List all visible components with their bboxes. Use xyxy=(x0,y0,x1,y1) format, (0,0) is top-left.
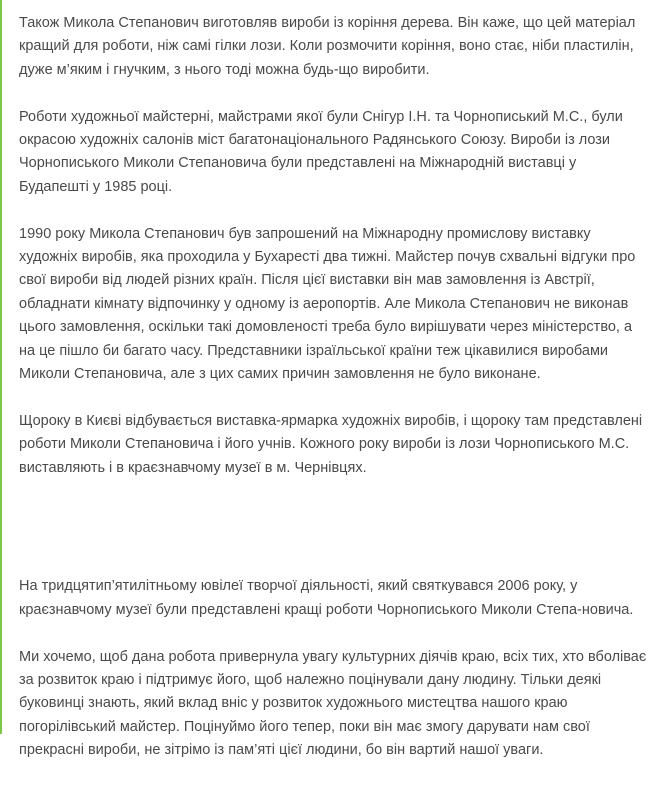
paragraph-anniversary: На тридцятип’ятилітньому ювілеї творчої діяльності, який святкувався 2006 року, у краєзнавчому музеї були представлені кращі роботи Чорнописького Миколи Степа-новича. xyxy=(19,578,634,618)
paragraph-workshop-salons: Роботи художньої майстерні, майстрами якої були Снігур І.Н. та Чорнописький М.С., були окрасою художніх салонів міст багатонаціонального Радянського Союзу. Вироби із лози Чорнописького Миколи Степановича були представлені на Міжнародній виставці у Будапешті у 1985 році. xyxy=(19,108,623,195)
paragraph-conclusion: Ми хочемо, щоб дана робота привернула увагу культурних діячів краю, всіх тих, хто вболіває за розвиток краю і підтримує його, щоб належно поцінували дану людину. Тільки деякі буковинці знають, який вклад вніс у розвиток художнього мистецтва нашого краю погорілівський майстер. Поцінуймо його тепер, поки він має змогу дарувати нам свої прекрасні вироби, не зітрімо із пам’яті цієї людини, бо він вартий нашої уваги. xyxy=(19,648,647,759)
paragraph-root-crafting: Також Микола Степанович виготовляв вироби із коріння дерева. Він каже, що цей матеріал кращий для роботи, ніж самі гілки лози. Коли розмочити коріння, воно стає, ніби пластилін, дуже м’яким і гнучким, з нього тоді можна будь-що виробити. xyxy=(19,15,636,78)
accent-bar xyxy=(0,0,2,734)
article-body xyxy=(19,12,649,786)
paragraph-bucharest-exhibition: 1990 року Микола Степанович був запрошений на Міжнародну промислову виставку художніх виробів, яка проходила у Бухаресті два тижні. Майстер почув схвальні відгуки про свої вироби від людей різних країн. Після цієї виставки він мав замовлення із Австрії, обладнати кімнату відпочинку у одному із аеропортів. Але Микола Степанович не виконав цього замовлення, оскільки такі домовленості треба було вирішувати через міністерство, а на це пішло би багато часу. Представники ізраїльської країни теж цікавилися виробами Миколи Степановича, але з цих самих причин замовлення не було виконане. xyxy=(19,225,636,383)
spacer xyxy=(19,503,649,575)
paragraph-kyiv-fair: Щороку в Києві відбувається виставка-ярмарка художніх виробів, і щороку там представлені роботи Миколи Степановича і його учнів. Кожного року вироби із лози Чорнописького М.С. виставляють і в краєзнавчому музеї в м. Чернівцях. xyxy=(19,412,643,476)
